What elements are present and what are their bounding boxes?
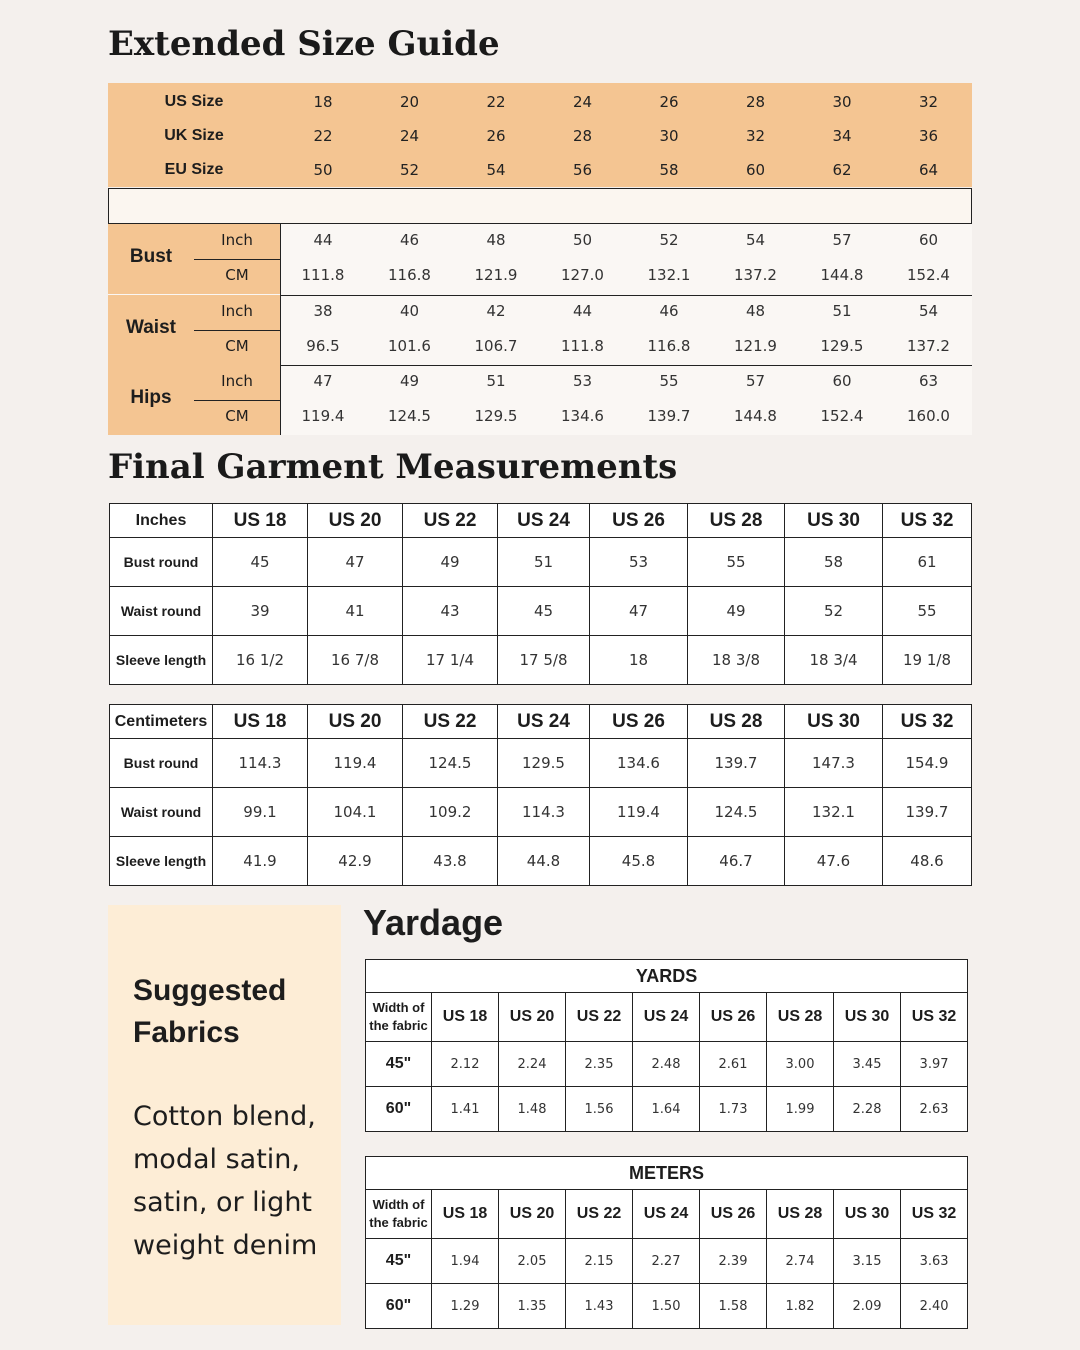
table-caption: METERS <box>366 1157 968 1190</box>
table-cell: 3.63 <box>901 1239 968 1284</box>
measurement-name: Hips <box>130 387 172 408</box>
cm-value: 106.7 <box>474 336 518 355</box>
inch-value: 54 <box>918 301 939 320</box>
unit-label: Centimeters <box>110 705 213 739</box>
fabrics-line: weight denim <box>133 1230 318 1261</box>
table-cell: 3.15 <box>834 1239 901 1284</box>
garment-title: Final Garment Measurements <box>108 447 678 487</box>
size-guide-header <box>108 83 972 187</box>
size-value: 58 <box>659 161 679 179</box>
inch-value: 63 <box>918 372 939 390</box>
width-label-line: the fabric <box>369 1018 428 1033</box>
inch-value: 40 <box>399 301 420 320</box>
row-label: Sleeve length <box>110 636 213 685</box>
measurement-name: Waist <box>126 316 176 338</box>
size-header: US 24 <box>498 705 590 739</box>
width-of-fabric-label <box>366 1190 432 1239</box>
table-cell: 2.63 <box>901 1087 968 1132</box>
row-separator <box>280 295 972 296</box>
inch-value: 42 <box>486 301 506 320</box>
table-cell: 48.6 <box>883 837 972 886</box>
table-cell: 17 1/4 <box>403 636 498 685</box>
width-of-fabric-label <box>366 993 432 1042</box>
table-row <box>110 636 972 685</box>
width-label-line: Width of <box>372 1000 425 1015</box>
unit-inch-label: Inch <box>221 231 253 249</box>
size-header: US 28 <box>767 993 834 1042</box>
size-header: US 24 <box>633 993 700 1042</box>
size-header: US 30 <box>785 504 883 538</box>
fabric-width: 45" <box>366 1042 432 1087</box>
table-cell: 2.48 <box>633 1042 700 1087</box>
unit-divider <box>194 330 280 331</box>
size-value: 62 <box>832 161 852 179</box>
table-cell: 1.56 <box>566 1087 633 1132</box>
size-row <box>108 153 972 187</box>
size-value: 28 <box>572 127 593 145</box>
table-cell: 1.41 <box>432 1087 499 1132</box>
inch-value: 48 <box>745 301 766 320</box>
inch-value: 57 <box>745 372 766 390</box>
cm-value: 96.5 <box>306 336 340 355</box>
fabrics-line: modal satin, <box>133 1144 300 1175</box>
table-row <box>110 538 972 587</box>
table-cell: 55 <box>883 587 972 636</box>
inch-value: 49 <box>399 372 420 390</box>
inch-value: 46 <box>399 231 420 249</box>
table-cell: 53 <box>590 538 688 587</box>
table-cell: 18 <box>590 636 688 685</box>
size-value: 28 <box>745 93 766 111</box>
cm-value: 152.4 <box>820 407 864 425</box>
yardage-table-meters <box>365 1156 968 1329</box>
table-row <box>110 587 972 636</box>
size-header: US 26 <box>590 705 688 739</box>
table-cell: 16 7/8 <box>308 636 403 685</box>
size-header: US 32 <box>883 504 972 538</box>
fabrics-line: satin, or light <box>133 1187 313 1218</box>
table-row <box>110 788 972 837</box>
size-value: 50 <box>313 161 333 179</box>
table-cell: 19 1/8 <box>883 636 972 685</box>
width-label-line: Width of <box>372 1197 425 1212</box>
table-cell: 3.45 <box>834 1042 901 1087</box>
fabrics-description <box>133 1095 338 1267</box>
size-value: 32 <box>745 127 766 145</box>
size-header: US 18 <box>213 504 308 538</box>
table-cell: 47 <box>308 538 403 587</box>
table-cell: 49 <box>688 587 785 636</box>
size-value: 54 <box>486 161 506 179</box>
table-cell: 2.40 <box>901 1284 968 1329</box>
table-cell: 2.27 <box>633 1239 700 1284</box>
size-header: US 20 <box>308 504 403 538</box>
row-separator <box>280 365 972 366</box>
size-header: US 30 <box>834 993 901 1042</box>
table-cell: 119.4 <box>590 788 688 837</box>
size-header: US 22 <box>403 504 498 538</box>
table-cell: 1.94 <box>432 1239 499 1284</box>
fabric-width: 60" <box>366 1087 432 1132</box>
table-cell: 47.6 <box>785 837 883 886</box>
caption-row <box>366 960 968 993</box>
fabrics-title-line: Fabrics <box>133 1016 240 1049</box>
table-row <box>366 1087 968 1132</box>
inch-value: 47 <box>313 372 333 390</box>
table-cell: 47 <box>590 587 688 636</box>
size-header: US 22 <box>566 1190 633 1239</box>
unit-cm-label: CM <box>225 407 249 425</box>
inch-value: 60 <box>918 231 939 249</box>
cm-value: 129.5 <box>474 407 518 425</box>
size-guide-title: Extended Size Guide <box>108 24 500 64</box>
size-row <box>108 119 972 153</box>
size-value: 20 <box>399 93 420 111</box>
header-row <box>366 993 968 1042</box>
table-cell: 2.28 <box>834 1087 901 1132</box>
table-cell: 16 1/2 <box>213 636 308 685</box>
size-row-label: US Size <box>164 93 224 110</box>
cm-value: 144.8 <box>820 266 864 284</box>
table-cell: 45.8 <box>590 837 688 886</box>
inch-value: 50 <box>572 231 593 249</box>
table-cell: 1.58 <box>700 1284 767 1329</box>
table-caption: YARDS <box>366 960 968 993</box>
table-cell: 114.3 <box>213 739 308 788</box>
table-cell: 39 <box>213 587 308 636</box>
table-cell: 132.1 <box>785 788 883 837</box>
garment-table-inches <box>109 503 972 685</box>
table-cell: 18 3/4 <box>785 636 883 685</box>
table-row <box>366 1284 968 1329</box>
cm-value: 137.2 <box>907 336 950 355</box>
table-cell: 124.5 <box>688 788 785 837</box>
table-cell: 1.50 <box>633 1284 700 1329</box>
cm-value: 127.0 <box>561 266 604 284</box>
table-cell: 99.1 <box>213 788 308 837</box>
table-cell: 52 <box>785 587 883 636</box>
cm-value: 124.5 <box>388 407 431 425</box>
table-cell: 109.2 <box>403 788 498 837</box>
table-cell: 3.97 <box>901 1042 968 1087</box>
unit-divider <box>194 259 280 260</box>
cm-value: 111.8 <box>561 336 604 355</box>
cm-value: 160.0 <box>907 407 950 425</box>
measurement-name: Bust <box>129 246 173 267</box>
size-header: US 32 <box>883 705 972 739</box>
table-cell: 42.9 <box>308 837 403 886</box>
size-value: 22 <box>486 93 506 111</box>
size-header: US 18 <box>213 705 308 739</box>
yardage-title: Yardage <box>363 902 504 943</box>
size-header: US 18 <box>432 1190 499 1239</box>
table-cell: 139.7 <box>688 739 785 788</box>
fabric-width: 60" <box>366 1284 432 1329</box>
table-cell: 2.12 <box>432 1042 499 1087</box>
unit-inch-label: Inch <box>221 301 253 320</box>
size-header: US 28 <box>688 504 785 538</box>
table-cell: 147.3 <box>785 739 883 788</box>
size-header: US 20 <box>499 1190 566 1239</box>
table-cell: 2.15 <box>566 1239 633 1284</box>
measurement-block-waist <box>108 295 972 365</box>
width-label-line: the fabric <box>369 1215 428 1230</box>
table-cell: 154.9 <box>883 739 972 788</box>
table-cell: 51 <box>498 538 590 587</box>
fabrics-line: Cotton blend, <box>133 1101 316 1132</box>
size-value: 26 <box>486 127 506 145</box>
table-cell: 3.00 <box>767 1042 834 1087</box>
table-cell: 139.7 <box>883 788 972 837</box>
inch-value: 38 <box>313 301 333 320</box>
table-cell: 61 <box>883 538 972 587</box>
inch-value: 51 <box>486 372 506 390</box>
size-header: US 30 <box>834 1190 901 1239</box>
size-header: US 20 <box>499 993 566 1042</box>
cm-value: 119.4 <box>301 407 345 425</box>
inch-value: 60 <box>832 372 852 390</box>
size-header: US 24 <box>633 1190 700 1239</box>
size-value: 34 <box>832 127 852 145</box>
table-cell: 2.09 <box>834 1284 901 1329</box>
size-value: 52 <box>399 161 420 179</box>
table-cell: 114.3 <box>498 788 590 837</box>
table-cell: 2.24 <box>499 1042 566 1087</box>
suggested-fabrics-panel <box>108 905 341 1325</box>
table-cell: 1.29 <box>432 1284 499 1329</box>
size-header: US 32 <box>901 993 968 1042</box>
size-header: US 32 <box>901 1190 968 1239</box>
size-value: 60 <box>745 161 766 179</box>
size-row-label: UK Size <box>164 127 224 144</box>
size-value: 18 <box>313 93 333 111</box>
measurement-block-bust <box>108 224 972 294</box>
table-cell: 41.9 <box>213 837 308 886</box>
size-header: US 26 <box>700 1190 767 1239</box>
size-header: US 22 <box>566 993 633 1042</box>
measurement-label-cell <box>108 224 280 294</box>
table-cell: 49 <box>403 538 498 587</box>
size-value: 30 <box>659 127 679 145</box>
unit-divider <box>194 400 280 401</box>
inch-value: 57 <box>832 231 852 249</box>
size-header: US 20 <box>308 705 403 739</box>
caption-row <box>366 1157 968 1190</box>
fabrics-title <box>133 970 333 1054</box>
header-row <box>366 1190 968 1239</box>
size-header: US 26 <box>590 504 688 538</box>
inch-value: 44 <box>572 301 593 320</box>
table-cell: 46.7 <box>688 837 785 886</box>
unit-cm-label: CM <box>225 336 249 355</box>
size-header: US 26 <box>700 993 767 1042</box>
table-cell: 55 <box>688 538 785 587</box>
table-cell: 1.82 <box>767 1284 834 1329</box>
size-row-label: EU Size <box>164 161 224 178</box>
table-cell: 104.1 <box>308 788 403 837</box>
table-cell: 2.39 <box>700 1239 767 1284</box>
cm-value: 129.5 <box>820 336 864 355</box>
table-row <box>110 837 972 886</box>
size-row <box>108 85 972 119</box>
measurement-label-cell <box>108 295 280 365</box>
cm-value: 144.8 <box>734 407 777 425</box>
table-cell: 124.5 <box>403 739 498 788</box>
cm-value: 116.8 <box>647 336 691 355</box>
cm-value: 139.7 <box>647 407 691 425</box>
table-cell: 43 <box>403 587 498 636</box>
table-row <box>366 1042 968 1087</box>
table-cell: 2.74 <box>767 1239 834 1284</box>
fabrics-title-line: Suggested <box>133 974 287 1007</box>
size-header: US 28 <box>767 1190 834 1239</box>
fabric-width: 45" <box>366 1239 432 1284</box>
table-cell: 44.8 <box>498 837 590 886</box>
measurement-label-cell <box>108 365 280 435</box>
row-label: Waist round <box>110 587 213 636</box>
size-value: 24 <box>572 93 593 111</box>
table-cell: 2.61 <box>700 1042 767 1087</box>
cm-value: 152.4 <box>907 266 950 284</box>
table-cell: 41 <box>308 587 403 636</box>
table-cell: 45 <box>213 538 308 587</box>
size-header: US 28 <box>688 705 785 739</box>
inch-value: 52 <box>659 231 679 249</box>
table-cell: 17 5/8 <box>498 636 590 685</box>
table-cell: 1.48 <box>499 1087 566 1132</box>
size-header: US 30 <box>785 705 883 739</box>
size-value: 36 <box>918 127 939 145</box>
size-value: 32 <box>918 93 939 111</box>
header-row <box>110 504 972 538</box>
row-label: Waist round <box>110 788 213 837</box>
unit-label: Inches <box>110 504 213 538</box>
table-cell: 45 <box>498 587 590 636</box>
table-cell: 129.5 <box>498 739 590 788</box>
cm-value: 111.8 <box>301 266 345 284</box>
row-label: Bust round <box>110 739 213 788</box>
cm-value: 137.2 <box>734 266 777 284</box>
size-value: 26 <box>659 93 679 111</box>
size-header: US 22 <box>403 705 498 739</box>
garment-table-centimeters <box>109 704 972 886</box>
cm-value: 132.1 <box>647 266 691 284</box>
inch-value: 54 <box>745 231 766 249</box>
inch-value: 48 <box>486 231 506 249</box>
size-guide-spacer-row <box>108 188 972 224</box>
unit-inch-label: Inch <box>221 372 253 390</box>
size-value: 30 <box>832 93 852 111</box>
inch-value: 44 <box>313 231 333 249</box>
table-cell: 1.99 <box>767 1087 834 1132</box>
table-cell: 1.43 <box>566 1284 633 1329</box>
cm-value: 101.6 <box>388 336 431 355</box>
table-cell: 43.8 <box>403 837 498 886</box>
size-value: 22 <box>313 127 333 145</box>
measurement-block-hips <box>108 365 972 435</box>
table-cell: 2.35 <box>566 1042 633 1087</box>
size-header: US 18 <box>432 993 499 1042</box>
table-cell: 2.05 <box>499 1239 566 1284</box>
table-cell: 18 3/8 <box>688 636 785 685</box>
inch-value: 51 <box>832 301 852 320</box>
table-cell: 1.73 <box>700 1087 767 1132</box>
size-value: 24 <box>399 127 420 145</box>
table-row <box>110 739 972 788</box>
size-value: 64 <box>918 161 939 179</box>
row-label: Sleeve length <box>110 837 213 886</box>
table-cell: 1.64 <box>633 1087 700 1132</box>
cm-value: 121.9 <box>474 266 518 284</box>
unit-cm-label: CM <box>225 266 249 284</box>
inch-value: 55 <box>659 372 679 390</box>
header-row <box>110 705 972 739</box>
table-cell: 134.6 <box>590 739 688 788</box>
table-row <box>366 1239 968 1284</box>
row-label: Bust round <box>110 538 213 587</box>
cm-value: 121.9 <box>734 336 777 355</box>
yardage-table-yards <box>365 959 968 1132</box>
table-cell: 58 <box>785 538 883 587</box>
cm-value: 134.6 <box>561 407 604 425</box>
table-cell: 1.35 <box>499 1284 566 1329</box>
table-cell: 119.4 <box>308 739 403 788</box>
size-header: US 24 <box>498 504 590 538</box>
inch-value: 53 <box>572 372 593 390</box>
size-value: 56 <box>572 161 593 179</box>
size-guide-measurements <box>108 224 972 435</box>
inch-value: 46 <box>659 301 679 320</box>
cm-value: 116.8 <box>388 266 431 284</box>
